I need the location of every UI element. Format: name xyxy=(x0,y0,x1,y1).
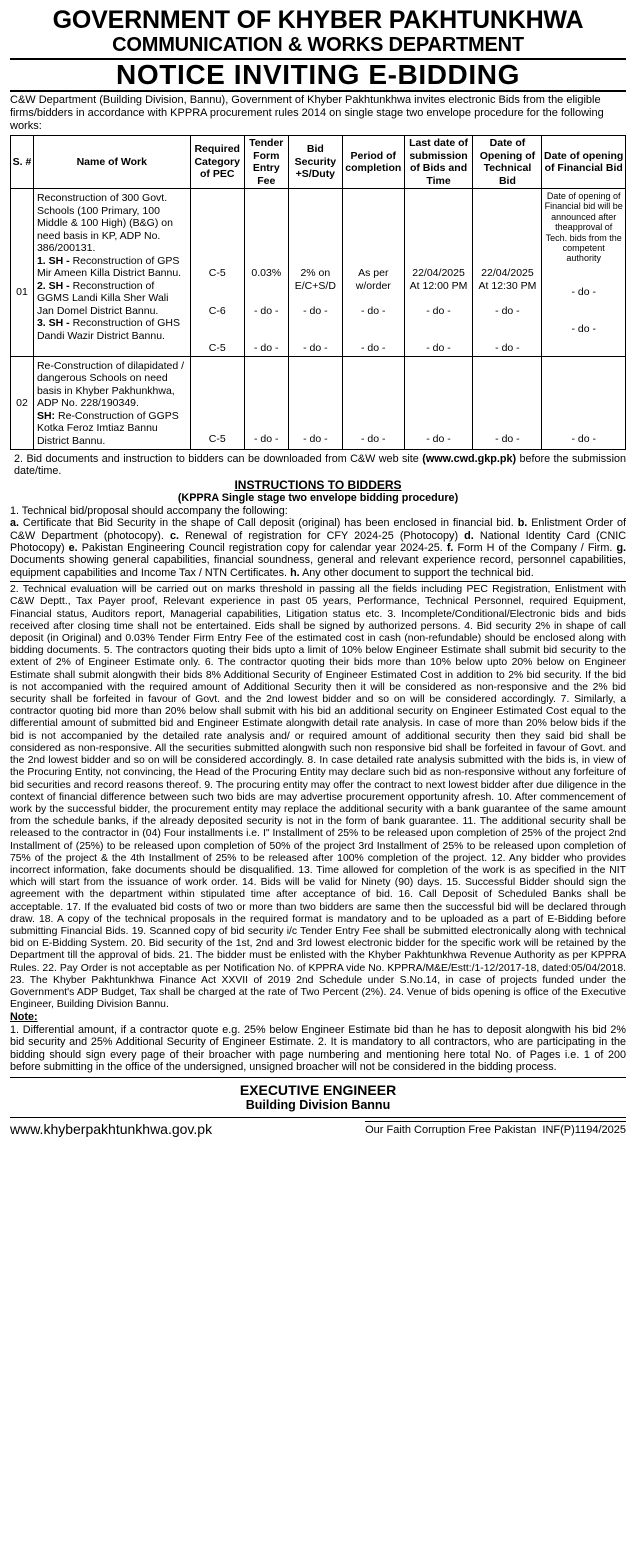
row-sno: 02 xyxy=(11,356,34,450)
cat-1: C-5 xyxy=(208,267,226,279)
fee-2: - do - xyxy=(254,304,279,317)
sh-label: SH: xyxy=(36,409,56,422)
footer-bar xyxy=(10,1117,626,1138)
security-2: - do - xyxy=(303,304,328,317)
col-fin-open: Date of opening of Financial Bid xyxy=(542,136,626,189)
cat-2: C-6 xyxy=(208,304,226,317)
point-2 xyxy=(10,453,626,478)
row-work-name xyxy=(33,356,190,450)
row-work-name xyxy=(33,189,190,357)
divider xyxy=(10,581,626,582)
department-heading: COMMUNICATION & WORKS DEPARTMENT xyxy=(112,34,524,56)
tech-open-3: - do - xyxy=(495,342,520,354)
table-row xyxy=(11,189,626,357)
instructions-title: INSTRUCTIONS TO BIDDERS xyxy=(234,477,402,492)
row-period xyxy=(342,189,404,357)
col-tech-open: Date of Opening of Technical Bid xyxy=(473,136,542,189)
fin-open-3: - do - xyxy=(571,323,596,336)
row-tech-open: - do - xyxy=(473,356,542,450)
item-h: Any other document to support the technical bid. xyxy=(302,566,534,579)
col-security: Bid Security +S/Duty xyxy=(288,136,342,189)
instructions-subtitle: (KPPRA Single stage two envelope bidding procedure) xyxy=(177,491,459,504)
signature-block xyxy=(10,1077,626,1113)
notice-title-box xyxy=(10,58,626,92)
work-intro: Re-Construction of dilapidated / dangerous Schools on need basis in Khyber Pakhunkhwa, ADP No. 228/190349. xyxy=(36,359,185,409)
sh3-text: Reconstruction of GHS Dandi Wazir District Bannu. xyxy=(36,317,180,342)
intro-text: C&W Department (Building Division, Bannu), Government of Khyber Pakhtunkhwa invites electronic Bids from the eligible firms/bidders in accordance with KPPRA procurement rules 2014 on single stage two envelope procedure for the following works: xyxy=(10,94,604,132)
note-title: Note: xyxy=(10,1011,38,1024)
notice-page xyxy=(10,6,626,1138)
signatory-title: EXECUTIVE ENGINEER xyxy=(239,1082,397,1099)
col-name: Name of Work xyxy=(33,136,190,189)
row-tech-open xyxy=(473,189,542,357)
row-sno: 01 xyxy=(11,189,34,357)
row-security: - do - xyxy=(288,356,342,450)
table-header-row xyxy=(11,136,626,189)
govt-website-link[interactable]: www.khyberpakhtunkhwa.gov.pk xyxy=(10,1121,213,1138)
period-3: - do - xyxy=(361,342,386,354)
col-category: Required Category of PEC xyxy=(190,136,244,189)
period-2: - do - xyxy=(361,304,386,317)
note-body: 1. Differential amount, if a contractor quote e.g. 25% below Engineer Estimate bid than he has to deposit alongwith his bid 2% bid security and 25% Additional Security of Engineer Estimate. 2. It is mandatory to all contractors, who are participating in the bidding should sign every page of their broacher with page numbering and mentioning here total No. of Pages i.e. 1 of 200 before submitting in the office of the undersigned, unsigned broacher will not be considered in the bidding process. xyxy=(10,1023,626,1073)
row-fin-open xyxy=(542,189,626,357)
security-3: - do - xyxy=(303,342,328,354)
row-last-date xyxy=(404,189,473,357)
fin-open-2: - do - xyxy=(571,285,596,298)
item-a: Certificate that Bid Security in the shape of Call deposit (original) has been enclosed in financial bid. xyxy=(22,517,514,530)
cat-3: C-5 xyxy=(208,342,226,354)
ref-number: INF(P)1194/2025 xyxy=(542,1123,626,1136)
motto-text: Our Faith Corruption Free Pakistan xyxy=(365,1123,537,1136)
signatory-office: Building Division Bannu xyxy=(245,1098,391,1113)
sh-text: Re-Construction of GGPS Kotka Feroz Imtiaz Bannu District Bannu. xyxy=(36,409,179,447)
table-row xyxy=(11,356,626,450)
row-fee: - do - xyxy=(244,356,288,450)
notice-title: NOTICE INVITING E-BIDDING xyxy=(116,59,520,90)
security-1: 2% on E/C+S/D xyxy=(294,267,336,292)
item-c: Renewal of registration for CFY 2024-25 (Photocopy) xyxy=(185,529,459,542)
last-date-2: - do - xyxy=(426,304,451,317)
period-1: As per w/order xyxy=(355,267,391,292)
row-fee xyxy=(244,189,288,357)
col-fee: Tender Form Entry Fee xyxy=(244,136,288,189)
work-intro: Reconstruction of 300 Govt. Schools (100 Primary, 100 Middle & 100 High) (B&G) on need basis in KP, ADP No. 386/200131. xyxy=(36,192,173,254)
cwd-website-link[interactable]: (www.cwd.gkp.pk) xyxy=(422,453,517,465)
sh1-text: Reconstruction of GPS Mir Ameen Killa District Bannu. xyxy=(36,254,182,279)
item-g: Documents showing general capabilities, financial soundness, general and relevant experience record, personnel capabilities, equipment capabilities and Income Tax / NTN Certificates. xyxy=(10,554,626,579)
row-category: C-5 xyxy=(190,356,244,450)
col-last-date: Last date of submission of Bids and Time xyxy=(404,136,473,189)
item-e: Pakistan Engineering Council registration copy for calendar year 2024-25. xyxy=(81,542,443,555)
sh3-label: 3. SH - xyxy=(36,317,70,329)
tech-list-intro: 1. Technical bid/proposal should accompany the following: xyxy=(10,504,288,517)
fee-3: - do - xyxy=(254,342,279,354)
tech-open-2: - do - xyxy=(495,304,520,317)
row-period: - do - xyxy=(342,356,404,450)
works-table xyxy=(10,135,626,450)
sh2-label: 2. SH - xyxy=(36,279,70,292)
last-date-3: - do - xyxy=(426,342,451,354)
instructions-body: 2. Technical evaluation will be carried out on marks threshold in passing all the fields including PEC Registration, Enlistment with C&W Deptt., Tax Payer proof, Relevant experience in past 05 years, Performance, Technical Personnel, required Equipment, Financial status, Auditors report, Managerial capabilities, Litigation status etc. 3. Incomplete/Conditional/Electronic bids and bids received after closing time shall not be entertained. Eids shall be signed by authorized persons. 4. Bid security 2% in shape of call deposit (in Original) and 0.03% Tender Firm Entry Fee of the estimated cost in cash (non-refundable) should be enclosed along with bidding documents. 5. The contractors quoting their bids upto a limit of 10% below Engineer Estimate shall submit bid security to the extent of 2% of Engineer Estimate only. 6. The contractor quoting their bids more than 10% below upto 20% below on Engineer Estimate shall submit alongwith their bids 8% Additional Security of Engineer Estimated Cost in addition to 2% bid security. If the bid is not accompanied with the required amount of Additional Security then it will be considered as non-responsive and the 2% bid security shall be forfeited in favour of Govt. and the 2nd lowest bidder and so on will be considered accordingly. 7. Similarly, a contractor quoting bid more than 20% below shall submit with his bid an additional security on Engineer Estimated Cost equal to the differential amount of submitted bid and Engineer Estimate alongwith detail rate analysis. In case of more than 20% below bids if the bid is not accompanied by the detailed rate analysis and/ or required amount of additional security then they said bid shall be considered as non-responsive. All the securities submitted alongwith such non responsive bid shall be forfeited in favour of Govt. and the 2nd lowest bidder and so on will be considered accordingly. 8. In case detailed rate analysis submitted with the bids is, in view of the Procuring Entity, not convincing, the Head of the Procuring Entity may declare such bid as non-responsive without any forfeiture of bid securities and record reasons thereof. 9. The procuring entity may offer the contract to next lowest bidder after due diligence in the context of financial difference between such two bids are may advertise procurement opportunity afresh. 10. After commencement of work by the successful bidder, the procurement entity may replace the additional security with a bank guarantee of the same amount from the schedule banks, if the already deposited security is not in the form of bank guarantee. 11. The additional security shall be released to the contractor in (04) Four installments i.e. I" Installment of 25% to be released upon completion of 25% of the project 2nd Installment of (25%) to be released upon completion of 50% of the project 3rd Installment of 25% to be released upon completion of 75% of the project & the 4th Installment of 25% to be released after 100% completion of the project. 12. Any bidder who provides incorrect information, fake documents should be disqualified. 13. Time allowed for completion of the work is as specified in the NIT which will start from the issuance of work order. 14. Bids will be valid for Ninety (90) days. 15. Successful Bidder should sign the agreement with the department within stipulated time after acceptance of bid. 16. Call Deposit of Scheduled Banks shall be acceptable. 17. If the evaluated bid costs of two or more than two bidders are same then the successful bid will be declared through draw. 18. A copy of the technical proposals in the required format is mandatory and to be uploaded as a part of E-Bidding before submitting Financial Bids. 19. Scanned copy of bid security i/c Tender Entry Fee shall be submitted electronically along with technical bid on E-Bidding System. 20. Bid security of the 1st, 2nd and 3rd lowest electronic bidder for the specific work will be retained by the Department till the approval of bids. 21. The bidder must be enlisted with the Khyber Pakhtunkhwa Revenue Authority as per KPPRA Rules. 22. Pay Order is not acceptable as per Notification No. of KPPRA vide No. KPPRA/M&E/Estt:/1-12/2017-18, dated:05/04/2018. 23. The Khyber Pakhtunkhwa Finance Act XXVII of 2019 2nd Schedule under S.No.14, in case of projects funded under the Government's ADP Budget, Tax shall be charged at the rate of Two Percent (2%). 24. Venue of bids opening is office of the Executive Engineer, Building Division Bannu. xyxy=(10,584,626,1011)
row-last-date: - do - xyxy=(404,356,473,450)
govt-heading: GOVERNMENT OF KHYBER PAKHTUNKHWA xyxy=(52,6,584,34)
point-2-tail: before the submission date/time. xyxy=(14,453,626,478)
tech-list: a. Certificate that Bid Security in the shape of Call deposit (original) has been enclosed in financial bid. b. Enlistment Order of C&W Department (photocopy). c. Renewal of registration for CFY 2024-25 (Photocopy) d. National Identity Card (CNIC Photocopy) e. Pakistan Engineering Council registration copy for calendar year 2024-25. f. Form H of the Company / Firm. g. Documents showing general capabilities, financial soundness, general and relevant experience record, personnel capabilities, equipment capabilities and Income Tax / NTN Certificates. h. Any other document to support the technical bid. xyxy=(10,517,627,579)
item-d: National Identity Card (CNIC Photocopy) xyxy=(10,529,627,555)
col-period: Period of completion xyxy=(342,136,404,189)
fin-open-note: Date of opening of Financial bid will be announced after theapproval of Tech. bids from the competent authority xyxy=(544,191,623,264)
footer-motto xyxy=(365,1121,626,1138)
last-date-1: 22/04/2025 At 12:00 PM xyxy=(409,267,468,292)
item-b: Enlistment Order of C&W Department (photocopy). xyxy=(10,517,627,542)
row-category xyxy=(190,189,244,357)
fee-1: 0.03% xyxy=(251,267,282,279)
point-2-text: 2. Bid documents and instruction to bidders can be downloaded from C&W web site xyxy=(14,453,423,465)
row-fin-open: - do - xyxy=(542,356,626,450)
sh2-text: Reconstruction of GGMS Landi Killa Sher Wali Jan Domel District Bannu. xyxy=(36,279,169,317)
tech-open-1: 22/04/2025 At 12:30 PM xyxy=(478,267,537,292)
sh1-label: 1. SH - xyxy=(36,254,70,267)
row-security xyxy=(288,189,342,357)
col-sno: S. # xyxy=(11,136,34,189)
item-f: Form H of the Company / Firm. xyxy=(457,542,613,555)
